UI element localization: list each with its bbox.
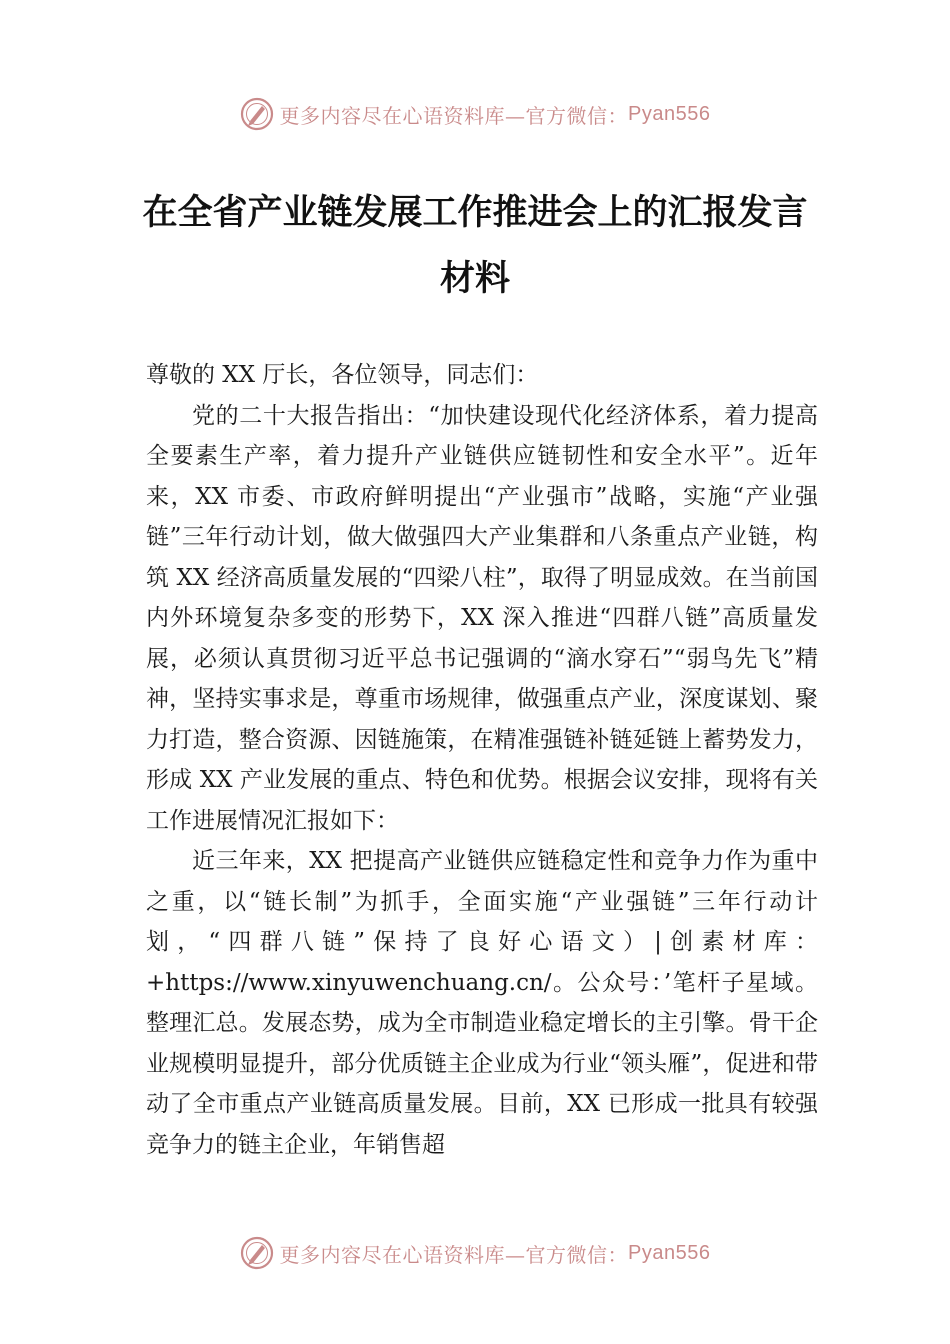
paragraph-1: 党的二十大报告指出：“加快建设现代化经济体系，着力提高全要素生产率，着力提升产业链供应链韧性和安全水平”。近年来，XX 市委、市政府鲜明提出“产业强市”战略，实施“产业强链”三年行动计划，做大做强四大产业集群和八条重点产业链，构筑 XX 经济高质量发展的“四梁八柱”，取得了明显成效。在当前国内外环境复杂多变的形势下，XX 深入推进“四群八链”高质量发展，必须认真贯彻习近平总书记强调的“滴水穿石”“弱鸟先飞”精神，坚持实事求是，尊重市场规律，做强重点产业，深度谋划、聚力打造，整合资源、因链施策，在精准强链补链延链上蓄势发力，形成 XX 产业发展的重点、特色和优势。根据会议安排，现将有关工作进展情况汇报如下：	[146, 402, 818, 834]
watermark-footer	[0, 1233, 950, 1273]
pen-logo-icon	[240, 97, 274, 131]
watermark-handle: Pyan556	[628, 102, 711, 125]
salutation: 尊敬的 XX 厅长，各位领导，同志们：	[146, 362, 539, 388]
watermark-text: 更多内容尽在心语资料库—官方微信：	[279, 1242, 629, 1267]
watermark-handle: Pyan556	[628, 1241, 711, 1264]
watermark-text: 更多内容尽在心语资料库—官方微信：	[279, 103, 629, 128]
document-title: 在全省产业链发展工作推进会上的汇报发言材料	[142, 192, 808, 299]
paragraph-2: 近三年来，XX 把提高产业链供应链稳定性和竞争力作为重中之重，以“链长制”为抓手，全面实施“产业强链”三年行动计划，“四群八链”保持了良好心语文）|创素材库：+https://www.xinyuwenchuang.cn/。公众号：’笔杆子星域。整理汇总。发展态势，成为全市制造业稳定增长的主引擎。骨干企业规模明显提升，部分优质链主企业成为行业“领头雁”，促进和带动了全市重点产业链高质量发展。目前，XX 已形成一批具有较强竞争力的链主企业，年销售超	[146, 848, 818, 1158]
watermark-header	[0, 94, 950, 134]
document-body	[146, 355, 818, 1165]
pen-logo-icon	[240, 1236, 274, 1270]
